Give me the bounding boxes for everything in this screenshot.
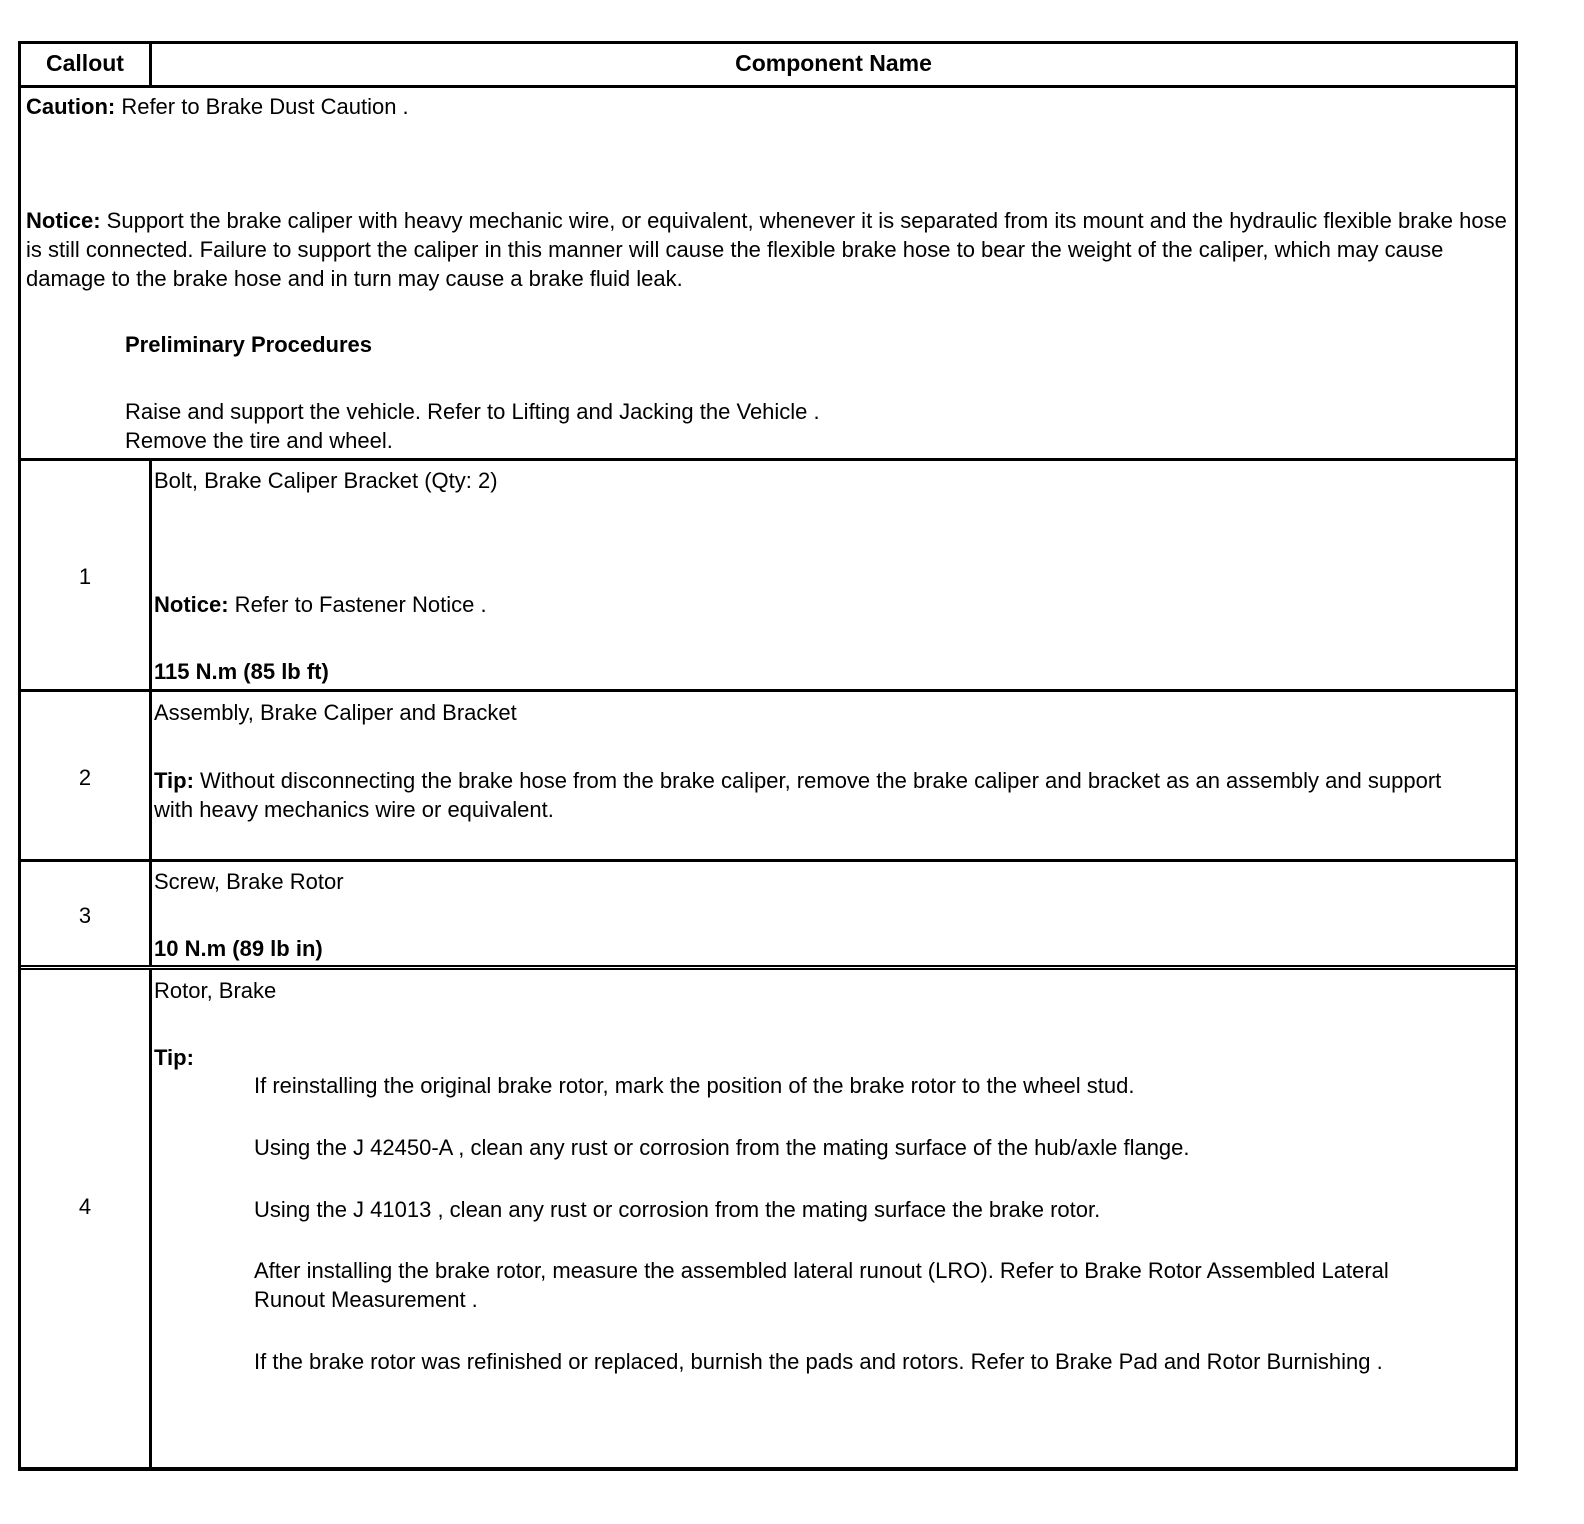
header-component-name: Component Name	[735, 50, 932, 76]
notice-label: Notice:	[154, 592, 229, 617]
row-1-rule	[21, 689, 1515, 692]
row-4-tip-item: Using the J 41013 , clean any rust or corrosion from the mating surface the brake rotor.	[254, 1197, 1101, 1222]
row-2-name: Assembly, Brake Caliper and Bracket	[154, 700, 517, 725]
intro-rule	[21, 458, 1515, 461]
caution-label: Caution:	[26, 94, 116, 119]
tip-text: Without disconnecting the brake hose from the brake caliper, remove the brake caliper and bracket as an assembly and support with heavy mechanics wire or equivalent.	[154, 768, 1442, 822]
caution-text: Refer to Brake Dust Caution .	[115, 94, 409, 119]
row-2-rule	[21, 859, 1515, 862]
callout-2: 2	[78, 765, 92, 790]
header-callout: Callout	[46, 50, 124, 76]
row-3-rule	[21, 965, 1515, 970]
row-1-name: Bolt, Brake Caliper Bracket (Qty: 2)	[154, 468, 498, 493]
row-4-tip-item: If the brake rotor was refinished or replaced, burnish the pads and rotors. Refer to Brake Pad and Rotor Burnishing .	[254, 1349, 1383, 1374]
notice-text: Refer to Fastener Notice .	[228, 592, 487, 617]
row-4-name: Rotor, Brake	[154, 978, 277, 1003]
prelim-step: Remove the tire and wheel.	[125, 428, 393, 453]
prelim-step: Raise and support the vehicle. Refer to Lifting and Jacking the Vehicle .	[125, 399, 820, 424]
preliminary-procedures-title: Preliminary Procedures	[125, 332, 373, 357]
callout-3: 3	[78, 903, 92, 928]
tip-label: Tip:	[154, 768, 194, 793]
row-3-name: Screw, Brake Rotor	[154, 869, 344, 894]
row-1-torque: 115 N.m (85 lb ft)	[154, 659, 329, 684]
row-4-tip-item: If reinstalling the original brake rotor, mark the position of the brake rotor to the wheel stud.	[254, 1073, 1135, 1098]
intro-caution	[26, 92, 1511, 121]
row-3-torque: 10 N.m (89 lb in)	[154, 936, 323, 961]
header-rule	[21, 85, 1515, 88]
row-4-tip-label: Tip:	[154, 1045, 194, 1070]
notice-text: Support the brake caliper with heavy mechanic wire, or equivalent, whenever it is separated from its mount and the hydraulic flexible brake hose is still connected. Failure to support the caliper in this manner will cause the flexible brake hose to bear the weight of the caliper, which may cause damage to the brake hose and in turn may cause a brake fluid leak.	[26, 208, 1507, 291]
component-table	[18, 41, 1518, 1471]
row-2-tip	[154, 766, 1485, 824]
row-1-notice	[154, 590, 1511, 619]
body-column-divider	[149, 461, 152, 1467]
row-4-tip-item: Using the J 42450-A , clean any rust or corrosion from the mating surface of the hub/axle flange.	[254, 1135, 1190, 1160]
row-4-tip-item: After installing the brake rotor, measure the assembled lateral runout (LRO). Refer to Brake Rotor Assembled Lateral Runout Measurement .	[254, 1258, 1389, 1312]
preliminary-procedures-steps	[125, 397, 1511, 455]
intro-notice	[26, 206, 1511, 293]
notice-label: Notice:	[26, 208, 101, 233]
callout-4: 4	[78, 1194, 92, 1219]
callout-1: 1	[78, 564, 92, 589]
